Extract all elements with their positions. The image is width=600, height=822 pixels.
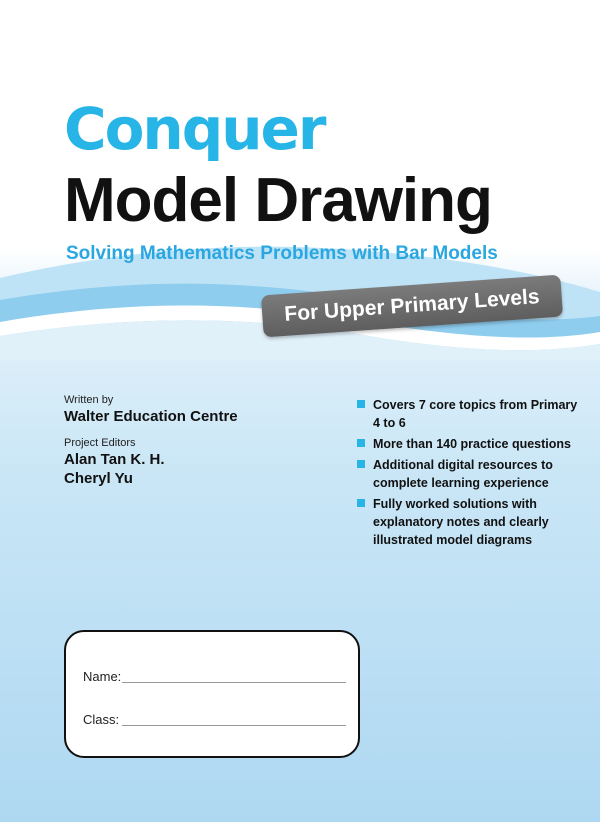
- credits-block: [64, 393, 324, 488]
- book-subtitle: Solving Mathematics Problems with Bar Models: [66, 243, 498, 264]
- name-field[interactable]: [122, 682, 346, 683]
- feature-list: [357, 396, 587, 552]
- written-by-label: Written by: [64, 394, 114, 406]
- class-field[interactable]: [122, 725, 346, 726]
- square-bullet-icon: [357, 400, 365, 408]
- feature-item: Covers 7 core topics from Primary 4 to 6: [357, 396, 587, 432]
- square-bullet-icon: [357, 460, 365, 468]
- feature-item: Additional digital resources to complete learning experience: [357, 456, 587, 492]
- square-bullet-icon: [357, 499, 365, 507]
- level-badge-text: For Upper Primary Levels: [283, 285, 541, 326]
- name-class-box: [64, 630, 360, 758]
- book-title: Model Drawing: [64, 166, 492, 235]
- square-bullet-icon: [357, 439, 365, 447]
- editor-name: Alan Tan K. H.: [64, 451, 165, 468]
- class-label: Class:: [83, 712, 120, 727]
- name-label: Name:: [83, 669, 122, 684]
- feature-item: Fully worked solutions with explanatory notes and clearly illustrated model diagrams: [357, 495, 587, 549]
- author-name: Walter Education Centre: [64, 408, 238, 425]
- brand-logo: Conquer: [64, 95, 325, 163]
- feature-item: More than 140 practice questions: [357, 435, 587, 453]
- editors-label: Project Editors: [64, 437, 136, 449]
- editor-name: Cheryl Yu: [64, 470, 133, 487]
